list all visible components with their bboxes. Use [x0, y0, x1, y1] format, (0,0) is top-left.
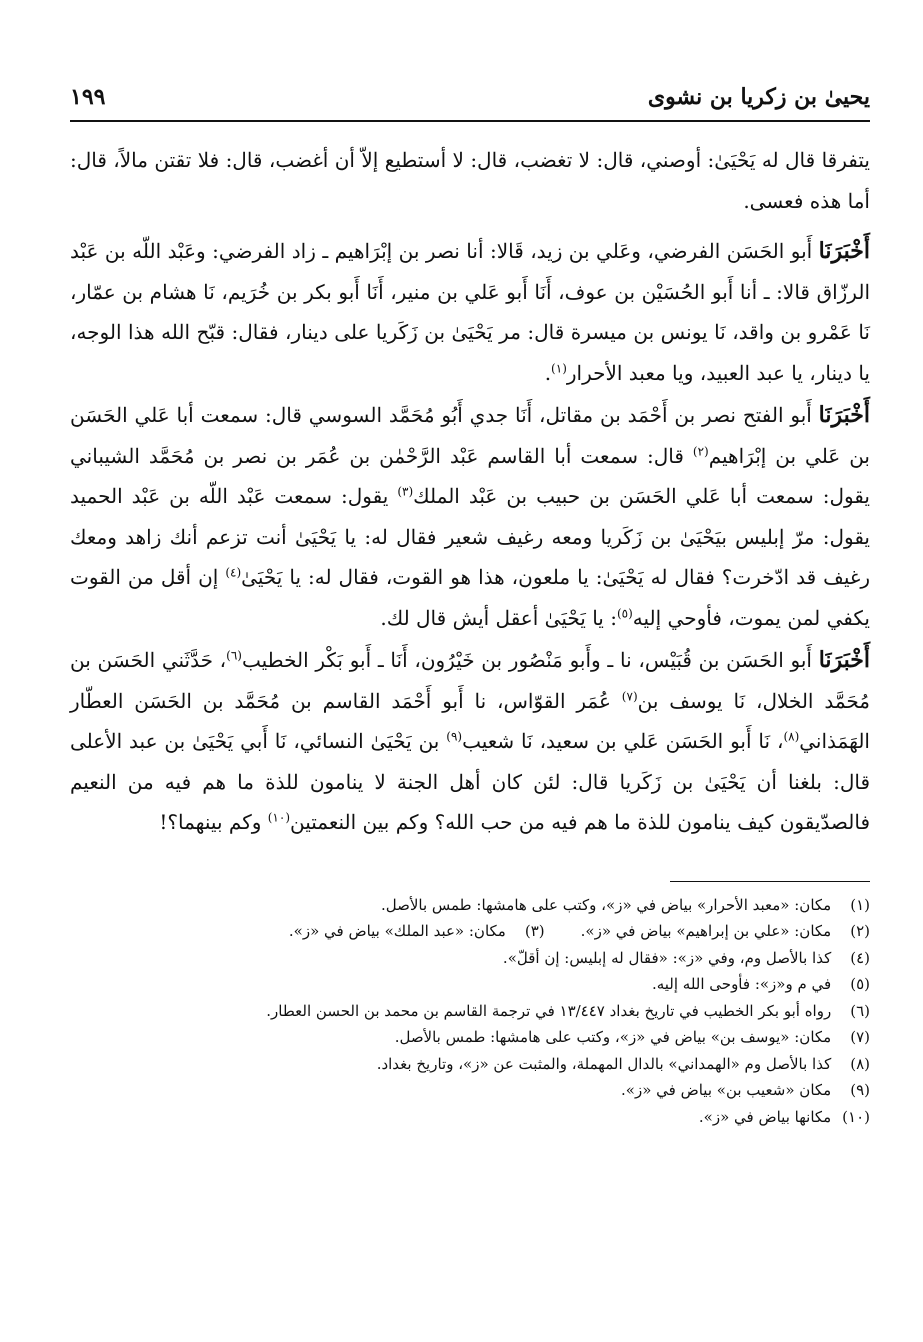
- paragraph-text: ، نَا أَبو الحَسَن عَلي بن سعيد، نَا شعيب: [462, 729, 784, 753]
- footnote: [70, 1130, 870, 1157]
- footnote-text: مكان: «يوسف بن» بياض في «ز»، وكتب على هامشها: طمس بالأصل.: [394, 1028, 832, 1046]
- paragraph-text: وكم بينهما؟!: [159, 810, 268, 834]
- footnote: [70, 918, 870, 945]
- paragraph-text: بن يَحْيَىٰ النسائي، نَا أَبي يَحْيَىٰ بن عبد الأعلى قال: بلغنا أن يَحْيَىٰ بن زَكَريا قال: لئن كان أهل الجنة لا ينامون للذة ما هم فيه من النعيم فالصدّيقون كيف ينامون للذة ما هم فيه من حب الله؟ وكم بين النعمتين: [70, 729, 870, 834]
- footnote-number: (٢): [850, 922, 870, 940]
- paragraph-text: ، حَدَّثَني الحَسَن بن مُحَمَّد الخلال، نَا يوسف بن: [70, 648, 871, 713]
- footnote-ref: (٤): [225, 565, 242, 580]
- footnote-text: مكانها بياض في «ز».: [698, 1107, 832, 1126]
- footnote-number: (٦): [850, 1001, 870, 1020]
- footnote-text: في م و«ز»: فأوحى الله إليه.: [651, 975, 832, 993]
- paragraph-text: : يا يَحْيَىٰ أعقل أيش قال لك.: [380, 605, 617, 630]
- footnote: [70, 1024, 870, 1051]
- footnote-ref: (١٠): [267, 810, 290, 825]
- footnote-number: (١٠): [842, 1107, 870, 1126]
- footnote-number: (٨): [850, 1054, 870, 1073]
- footnote-text: مكان «شعيب بن» بياض في «ز».: [621, 1081, 832, 1099]
- paragraph: [70, 231, 870, 393]
- footnotes: [70, 892, 870, 1157]
- paragraph-text: إن أقل من القوت يكفي لمن يموت، فأوحي إليه: [70, 565, 870, 630]
- akhbarana-lead: أَخْبَرَنَا: [818, 402, 870, 428]
- footnote-ref: (٨): [783, 729, 800, 744]
- footnote-ref: (٧): [621, 688, 638, 703]
- footnote-ref: (٣): [397, 484, 414, 499]
- paragraph-text: يقول: سمعت عَبْد اللّه بن عَبْد الحميد يقول: مرّ إبليس بيَحْيَىٰ بن زَكَريا ومعه رغيف شعير فقال له: يا يَحْيَىٰ أنت تزعم أنك زاهد ومعك رغيف قد ادّخرت؟ فقال له يَحْيَىٰ: يا ملعون، هذا هو القوت، فقال له: يا يَحْيَىٰ: [70, 484, 870, 589]
- footnote-text: رواه أبو بكر الخطيب في تاريخ بغداد ١٣/٤٤٧ في ترجمة القاسم بن محمد بن الحسن العطار.: [266, 1001, 832, 1020]
- page-number: ١٩٩: [70, 84, 106, 110]
- akhbarana-lead: أَخْبَرَنَا: [818, 238, 870, 264]
- paragraph: [70, 395, 870, 638]
- footnote: [70, 892, 870, 919]
- footnote-ref: (١): [551, 360, 567, 375]
- footnote-separator: [670, 881, 870, 882]
- book-page: [70, 80, 870, 1157]
- main-text: [70, 140, 870, 843]
- footnote-text: كذا بالأصل وم «الهمداني» بالدال المهملة، والمثبت عن «ز»، وتاريخ بغداد.: [376, 1054, 832, 1073]
- paragraph-text: قال: سمعت أبا القاسم عَبْد الرَّحْمٰن بن عُمَر بن نصر بن مُحَمَّد الشيباني يقول: سمعت أبا عَلي الحَسَن بن حبيب بن عَبْد الملك: [70, 443, 870, 508]
- footnote: [70, 1077, 870, 1104]
- footnote: [70, 971, 870, 998]
- footnote-number: (٤): [850, 948, 870, 967]
- footnote-number: (٧): [850, 1028, 870, 1046]
- footnote: [70, 998, 870, 1025]
- running-title: يحيىٰ بن زكريا بن نشوى: [647, 84, 870, 110]
- paragraph-text: عُمَر القوّاس، نا أَبو أَحْمَد القاسم بن مُحَمَّد بن الحَسَن العطّار الهَمَذاني: [70, 688, 870, 753]
- paragraph-text: أَبو الحَسَن بن قُبَيْس، نا ـ وأَبو مَنْصُور بن خَيْرُون، أَنَا ـ أَبو بَكْر الخطيب: [241, 648, 819, 672]
- paragraph: [70, 640, 870, 843]
- footnote: [70, 1051, 870, 1078]
- footnote-number: (٩): [850, 1081, 870, 1099]
- footnote: [70, 945, 870, 972]
- footnote-number: (١): [850, 895, 870, 914]
- paragraph-text: يتفرقا قال له يَحْيَىٰ: أوصني، قال: لا تغضب، قال: لا أستطيع إلاّ أن أغضب، قال: فلا تقتن مالاً، قال: أما هذه فعسى.: [70, 148, 870, 213]
- paragraph: [70, 140, 870, 221]
- footnote-text: مكان: «معبد الأحرار» بياض في «ز»، وكتب على هامشها: طمس بالأصل.: [380, 895, 832, 914]
- footnote: [70, 1104, 870, 1131]
- footnote-number: (٣): [524, 922, 545, 940]
- footnote-text: كذا بالأصل وم، وفي «ز»: «فقال له إبليس: إن أقلّ».: [502, 948, 832, 967]
- footnote-ref: (٢): [692, 443, 709, 458]
- footnote-ref: (٦): [226, 648, 242, 663]
- footnote-text: مكان: «عبد الملك» بياض في «ز».: [288, 922, 506, 940]
- footnote-text: مكان: «علي بن إبراهيم» بياض في «ز».: [580, 922, 832, 940]
- paragraph-text: أَبو الفتح نصر بن أَحْمَد بن مقاتل، أَنَا جدي أَبُو مُحَمَّد السوسي قال: سمعت أبا عَلي الحَسَن بن عَلي بن إبْرَاهيم: [70, 403, 870, 468]
- akhbarana-lead: أَخْبَرَنَا: [818, 647, 871, 673]
- page-header: [70, 80, 870, 122]
- paragraph-text: أَبو الحَسَن الفرضي، وعَلي بن زيد، قَالا: أنا نصر بن إبْرَاهيم ـ زاد الفرضي: وعَبْد اللّه بن عَبْد الرزّاق قالا: ـ أنا أَبو الحُسَيْن بن عوف، أَنَا أَبو عَلي بن منير، أَنَا أَبو بكر بن خُرَيم، نَا هشام بن عمّار، نَا عَمْرو بن واقد، نَا يونس بن ميسرة قال: مر يَحْيَىٰ بن زَكَريا على دينار، فقال: قبّح الله هذا الوجه، يا دينار، يا عبد العبيد، ويا معبد الأحرار: [70, 239, 870, 385]
- paragraph-tail: .: [544, 360, 552, 385]
- footnote-ref: (٥): [616, 605, 633, 620]
- footnote-number: (٥): [850, 975, 870, 993]
- footnote-ref: (٩): [446, 729, 463, 744]
